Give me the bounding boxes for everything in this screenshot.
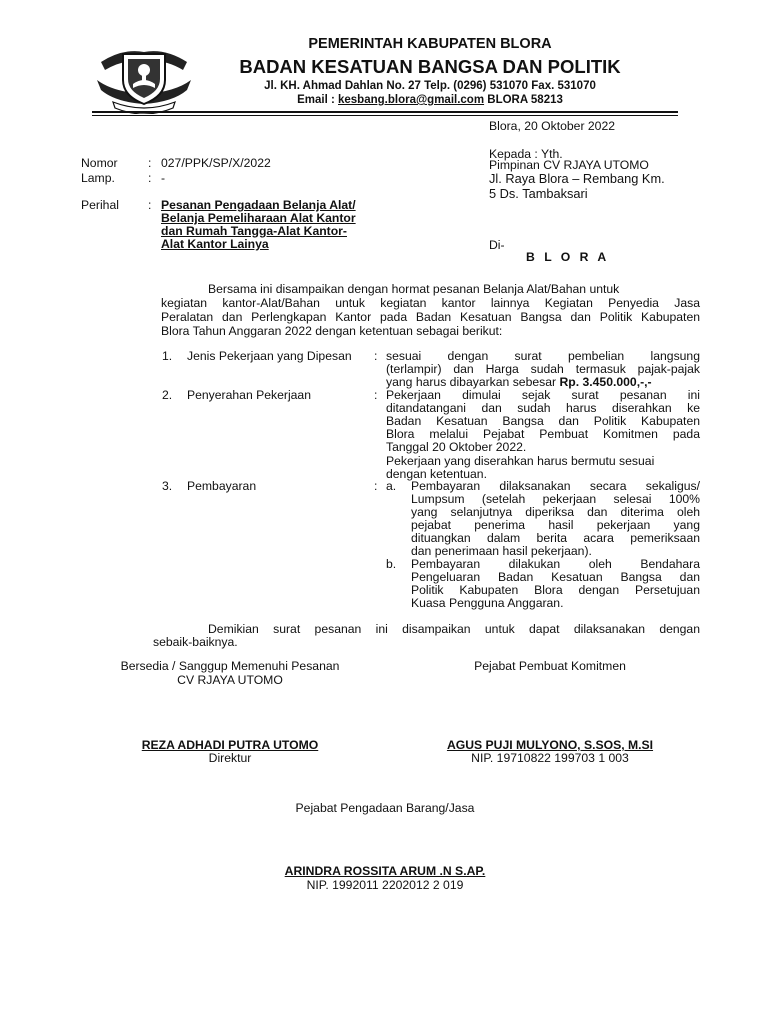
email-link[interactable]: kesbang.blora@gmail.com bbox=[338, 94, 485, 106]
header-rule-thin bbox=[92, 115, 678, 116]
left-signatory-company: CV RJAYA UTOMO bbox=[177, 673, 283, 687]
recipient-address-line1: Jl. Raya Blora – Rembang Km. bbox=[489, 171, 665, 186]
item-number: 2. bbox=[162, 388, 173, 402]
recipient-salutation: Kepada : Yth. bbox=[489, 147, 563, 161]
item-number: 1. bbox=[162, 349, 173, 363]
item-colon: : bbox=[374, 479, 378, 493]
nomor-colon: : bbox=[148, 156, 152, 170]
recipient-name: Pimpinan CV RJAYA UTOMO bbox=[489, 158, 649, 172]
item-line: Pekerjaan dimulai sejak surat pesanan ini bbox=[386, 388, 700, 402]
order-amount: Rp. 3.450.000,-,- bbox=[559, 375, 652, 389]
sub-item-line: yang selanjutnya diperiksa dan diterima oleh bbox=[411, 505, 700, 519]
intro-line: Blora Tahun Anggaran 2022 dengan ketentuan sebagai berikut: bbox=[161, 324, 503, 338]
government-name: PEMERINTAH KABUPATEN BLORA bbox=[308, 36, 552, 52]
perihal-line: Pesanan Pengadaan Belanja Alat/ bbox=[161, 198, 356, 212]
item-line: sesuai dengan surat pembelian langsung bbox=[386, 349, 700, 363]
postal-code: BLORA 58213 bbox=[484, 94, 563, 106]
right-signatory-nip: NIP. 19710822 199703 1 003 bbox=[471, 751, 629, 765]
item-label: Jenis Pekerjaan yang Dipesan bbox=[187, 349, 352, 363]
agency-name: BADAN KESATUAN BANGSA DAN POLITIK bbox=[239, 56, 621, 77]
recipient-address-line2: 5 Ds. Tambaksari bbox=[489, 186, 588, 201]
recipient-di: Di- bbox=[489, 238, 505, 252]
sub-item-line: Pembayaran dilaksanakan secara sekaligus/ bbox=[411, 479, 700, 493]
sub-item-line: Kuasa Pengguna Anggaran. bbox=[411, 596, 564, 610]
intro-line: kegiatan kantor-Alat/Bahan untuk kegiatan kantor lainnya Kegiatan Penyedia Jasa bbox=[161, 296, 700, 310]
left-signatory-name: REZA ADHADI PUTRA UTOMO bbox=[141, 738, 319, 752]
perihal-colon: : bbox=[148, 198, 152, 212]
bottom-signatory-name: ARINDRA ROSSITA ARUM .N S.AP. bbox=[284, 864, 486, 878]
left-signatory-position: Direktur bbox=[208, 751, 252, 765]
bottom-signatory-title: Pejabat Pengadaan Barang/Jasa bbox=[295, 801, 475, 815]
recipient-city: B L O R A bbox=[526, 250, 610, 264]
sub-item-line: Politik Kabupaten Blora dengan Persetujuan bbox=[411, 583, 700, 597]
email-label: Email : bbox=[297, 94, 338, 106]
lamp-label: Lamp. bbox=[81, 171, 115, 185]
item-label: Pembayaran bbox=[187, 479, 257, 493]
item-colon: : bbox=[374, 388, 378, 402]
item-colon: : bbox=[374, 349, 378, 363]
nomor-label: Nomor bbox=[81, 156, 118, 170]
agency-address: Jl. KH. Ahmad Dahlan No. 27 Telp. (0296) 531070 Fax. 531070 bbox=[264, 80, 596, 92]
perihal-line: dan Rumah Tangga-Alat Kantor- bbox=[161, 224, 347, 238]
item-line: Tanggal 20 Oktober 2022. bbox=[386, 440, 527, 454]
item-line: (terlampir) dan Harga sudah termasuk pajak-pajak bbox=[386, 362, 700, 376]
item-line: yang harus dibayarkan sebesar bbox=[386, 375, 560, 389]
header-rule-thick bbox=[92, 111, 678, 113]
agency-email-line bbox=[180, 94, 680, 108]
right-signatory-title: Pejabat Pembuat Komitmen bbox=[474, 659, 626, 673]
item-number: 3. bbox=[162, 479, 173, 493]
sub-item-line: dituangkan dalam berita acara pemeriksaan bbox=[411, 531, 700, 545]
lamp-value: - bbox=[161, 171, 166, 185]
perihal-line: Belanja Pemeliharaan Alat Kantor bbox=[161, 211, 356, 225]
item-line: dengan ketentuan. bbox=[386, 467, 487, 481]
left-signatory-title: Bersedia / Sanggup Memenuhi Pesanan bbox=[120, 659, 340, 673]
perihal-label: Perihal bbox=[81, 198, 119, 212]
sub-item-line: Pengeluaran Badan Kesatuan Bangsa dan bbox=[411, 570, 700, 584]
item-label: Penyerahan Pekerjaan bbox=[187, 388, 311, 402]
sub-item-letter: a. bbox=[386, 479, 397, 493]
intro-line: Peralatan dan Perlengkapan Kantor pada Badan Kesatuan Bangsa dan Politik Kabupaten bbox=[161, 310, 700, 324]
perihal-line: Alat Kantor Lainya bbox=[161, 237, 269, 251]
sub-item-line: dan penerimaan hasil pekerjaan). bbox=[411, 544, 592, 558]
sub-item-line: pejabat penerima hasil pekerjaan yang bbox=[411, 518, 700, 532]
sub-item-line: Lumpsum (setelah pekerjaan selesai 100% bbox=[411, 492, 700, 506]
item-line: Blora melalui Pejabat Pembuat Komitmen pada bbox=[386, 427, 700, 441]
sub-item-line: Pembayaran dilakukan oleh Bendahara bbox=[411, 557, 700, 571]
sub-item-letter: b. bbox=[386, 557, 397, 571]
right-signatory-name: AGUS PUJI MULYONO, S.SOS, M.SI bbox=[446, 738, 654, 752]
intro-line: Bersama ini disampaikan dengan hormat pesanan Belanja Alat/Bahan untuk bbox=[208, 282, 620, 296]
item-line: ditandatangani dan sudah harus diserahkan ke bbox=[386, 401, 700, 415]
closing-line: Demikian surat pesanan ini disampaikan untuk dapat dilaksanakan dengan bbox=[208, 622, 700, 636]
nomor-value: 027/PPK/SP/X/2022 bbox=[161, 156, 271, 170]
letter-date: Blora, 20 Oktober 2022 bbox=[489, 119, 616, 133]
lamp-colon: : bbox=[148, 171, 152, 185]
closing-line: sebaik-baiknya. bbox=[153, 635, 238, 649]
item-line: Pekerjaan yang diserahkan harus bermutu sesuai bbox=[386, 454, 655, 468]
item-line: Badan Kesatuan Bangsa dan Politik Kabupaten bbox=[386, 414, 700, 428]
bottom-signatory-nip: NIP. 1992011 2202012 2 019 bbox=[306, 878, 464, 892]
